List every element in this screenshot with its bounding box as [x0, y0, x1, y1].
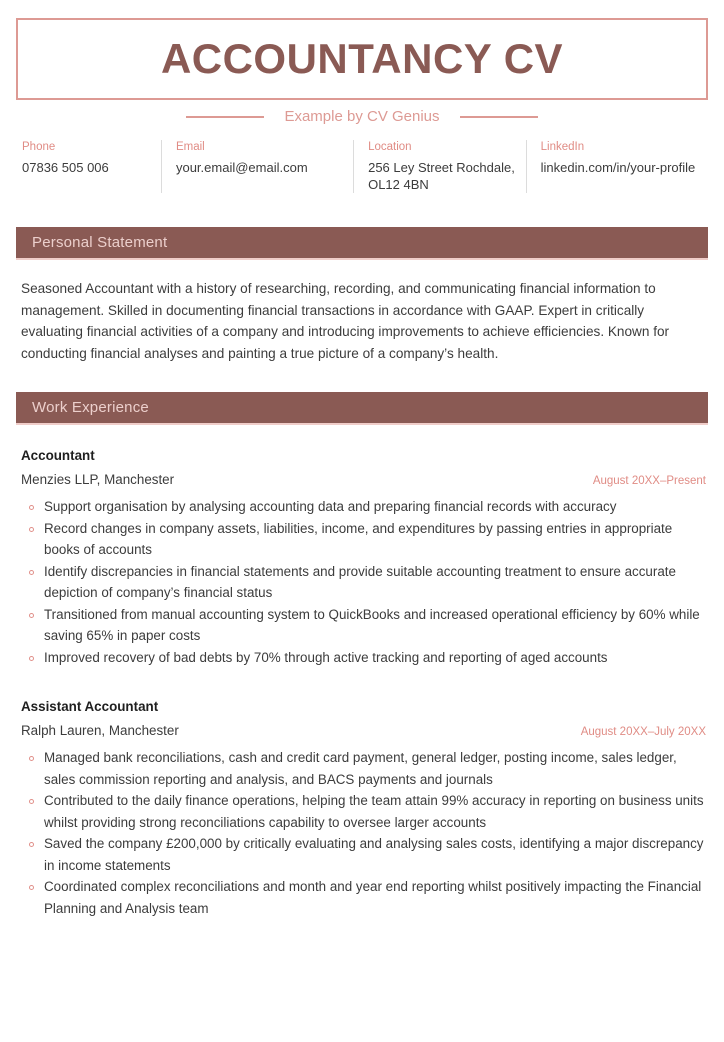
section-header-work-experience [16, 392, 708, 425]
contact-label-linkedin: LinkedIn [540, 141, 585, 153]
subtitle-rule-left [186, 116, 264, 118]
list-item: Transitioned from manual accounting system to QuickBooks and increased operational efficiency by 60% while saving 65% in paper costs [16, 604, 708, 647]
job-title: Assistant Accountant [21, 699, 159, 714]
contact-item-phone [16, 140, 161, 193]
job-dates: August 20XX–July 20XX [580, 726, 706, 738]
contact-value-location: 256 Ley Street Rochdale, OL12 4BN [368, 160, 515, 192]
contact-value-linkedin[interactable]: linkedin.com/in/your-profile [540, 160, 696, 175]
job-company: Menzies LLP, Manchester [21, 472, 175, 487]
contact-bar [16, 140, 708, 193]
list-item: Contributed to the daily finance operations, helping the team attain 99% accuracy in reporting on business units whilst providing strong reconciliations capability to oversee larger accounts [16, 790, 708, 833]
list-item: Improved recovery of bad debts by 70% through active tracking and reporting of aged accounts [16, 647, 708, 669]
page-title: ACCOUNTANCY CV [160, 35, 564, 82]
job-title: Accountant [21, 448, 95, 463]
work-entry [16, 447, 708, 668]
cv-header-frame [16, 18, 708, 100]
contact-label-location: Location [368, 141, 412, 153]
cv-subtitle: Example by CV Genius [276, 108, 447, 125]
personal-statement-body: Seasoned Accountant with a history of researching, recording, and communicating financial information to management. Skilled in documenting financial transactions in accordance with GAAP. Expert in critically evaluating financial activities of a company and introducing improvements to achieve efficiencies. Known for conducting financial analyses and painting a true picture of a company’s health. [21, 281, 670, 361]
section-title-work-experience: Work Experience [32, 399, 149, 416]
list-item: Coordinated complex reconciliations and month and year end reporting whilst positively impacting the Financial Planning and Analysis team [16, 876, 708, 919]
contact-item-location [353, 140, 526, 193]
contact-label-email: Email [175, 141, 205, 153]
contact-value-phone: 07836 505 006 [22, 160, 109, 175]
list-item: Support organisation by analysing accounting data and preparing financial records with accuracy [16, 496, 708, 518]
list-item: Identify discrepancies in financial statements and provide suitable accounting treatment to ensure accurate depiction of company’s financial status [16, 561, 708, 604]
job-bullet-list [16, 496, 708, 668]
list-item: Record changes in company assets, liabilities, income, and expenditures by passing entries in appropriate books of accounts [16, 518, 708, 561]
contact-item-email [161, 140, 353, 193]
contact-item-linkedin [526, 140, 708, 193]
job-company: Ralph Lauren, Manchester [21, 723, 179, 738]
list-item: Managed bank reconciliations, cash and credit card payment, general ledger, posting income, sales ledger, sales commission reporting and analysis, and BACS payments and journals [16, 747, 708, 790]
work-entry [16, 698, 708, 919]
cv-document [0, 18, 724, 1042]
job-bullet-list [16, 747, 708, 919]
cv-subtitle-row [0, 108, 724, 125]
list-item: Saved the company £200,000 by critically evaluating and analysing sales costs, identifying a major discrepancy in income statements [16, 833, 708, 876]
section-header-personal-statement [16, 227, 708, 260]
section-title-personal-statement: Personal Statement [32, 234, 168, 251]
contact-value-email[interactable]: your.email@email.com [175, 160, 308, 175]
job-meta [16, 472, 708, 487]
job-meta [16, 723, 708, 738]
subtitle-rule-right [460, 116, 538, 118]
contact-label-phone: Phone [22, 141, 56, 153]
job-dates: August 20XX–Present [592, 475, 706, 487]
